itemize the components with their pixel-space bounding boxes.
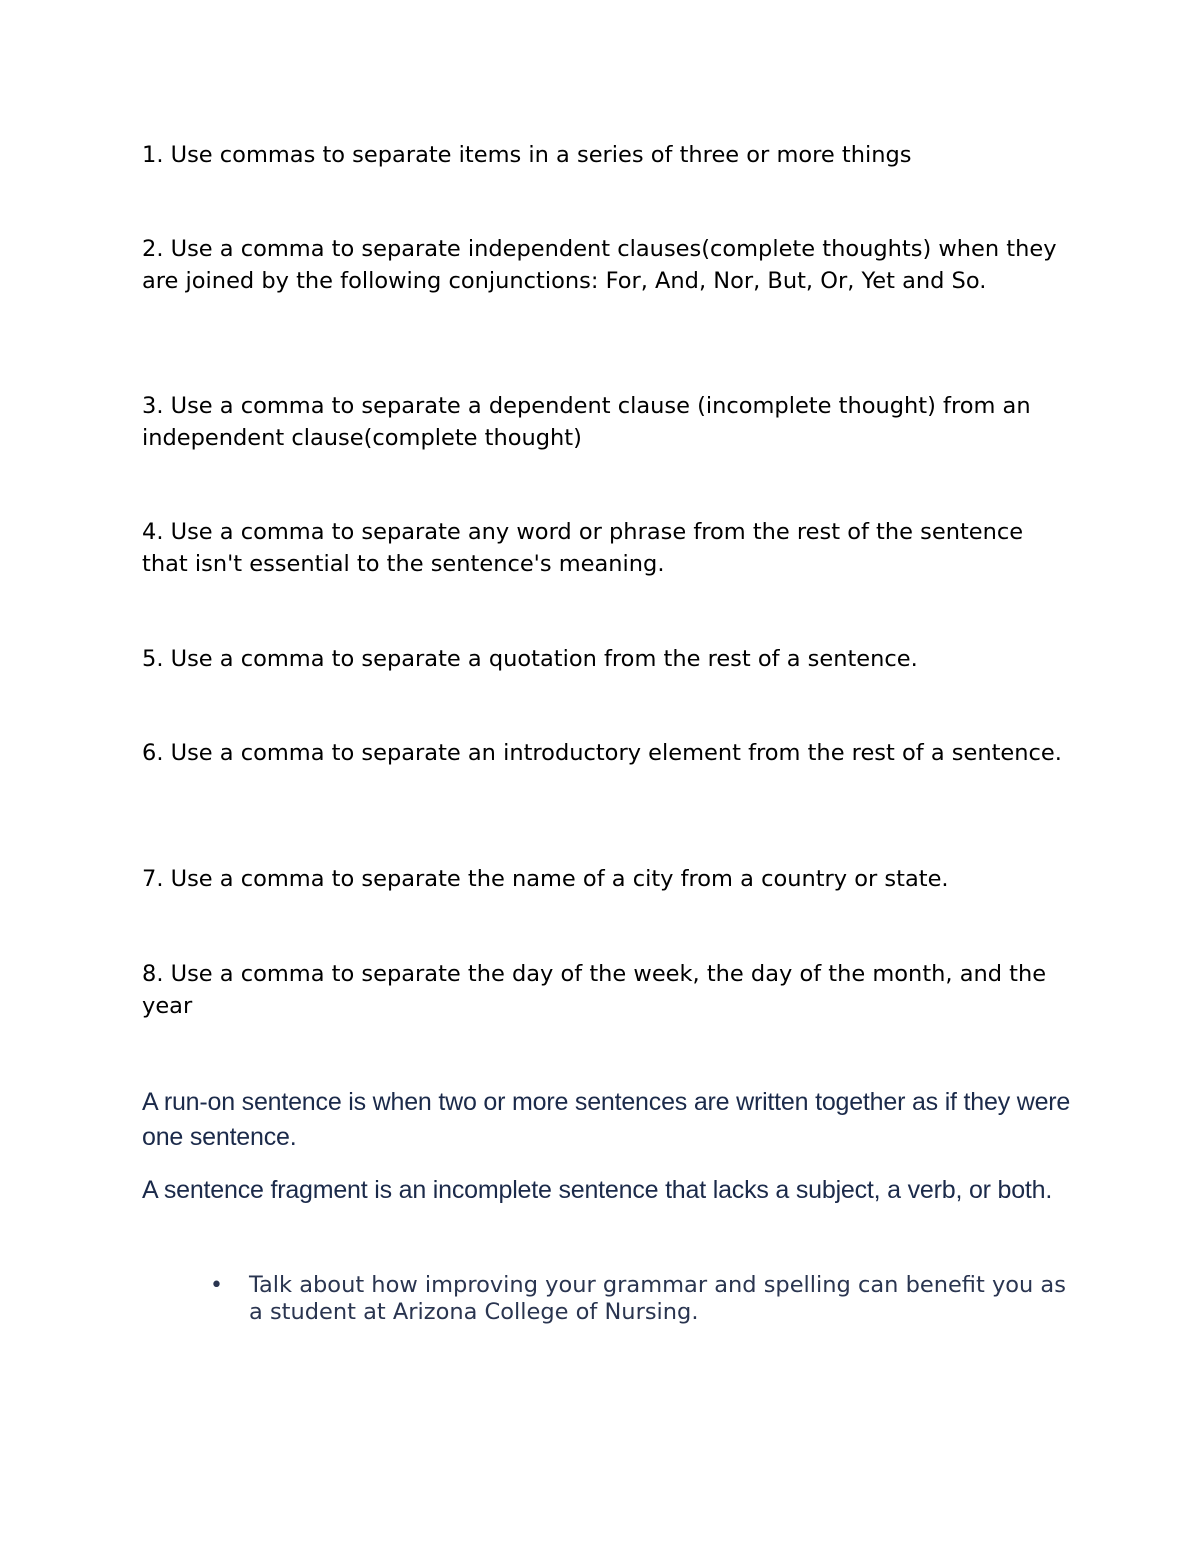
- comma-rule-3: 3. Use a comma to separate a dependent clause (incomplete thought) from an independent clause(complete thought): [142, 393, 1031, 451]
- discussion-prompt-list: [142, 1272, 1072, 1326]
- fragment-definition: A sentence fragment is an incomplete sentence that lacks a subject, a verb, or both.: [142, 1176, 1053, 1204]
- comma-rule-7: 7. Use a comma to separate the name of a city from a country or state.: [142, 866, 949, 892]
- comma-rule-4: 4. Use a comma to separate any word or phrase from the rest of the sentence that isn't essential to the sentence's meaning.: [142, 519, 1024, 577]
- bullet-icon: •: [210, 1273, 223, 1298]
- comma-rule-1: 1. Use commas to separate items in a series of three or more things: [142, 142, 912, 168]
- comma-rule-5: 5. Use a comma to separate a quotation from the rest of a sentence.: [142, 646, 918, 672]
- run-on-definition: A run-on sentence is when two or more sentences are written together as if they were one sentence.: [142, 1088, 1071, 1151]
- comma-rule-6: 6. Use a comma to separate an introductory element from the rest of a sentence.: [142, 740, 1062, 766]
- comma-rule-8: 8. Use a comma to separate the day of the week, the day of the month, and the year: [142, 961, 1047, 1019]
- discussion-prompt-text: Talk about how improving your grammar and spelling can benefit you as a student at Arizona College of Nursing.: [249, 1272, 1066, 1325]
- comma-rule-2: 2. Use a comma to separate independent clauses(complete thoughts) when they are joined by the following conjunctions: For, And, Nor, But, Or, Yet and So.: [142, 236, 1057, 294]
- list-item: [142, 1272, 1072, 1326]
